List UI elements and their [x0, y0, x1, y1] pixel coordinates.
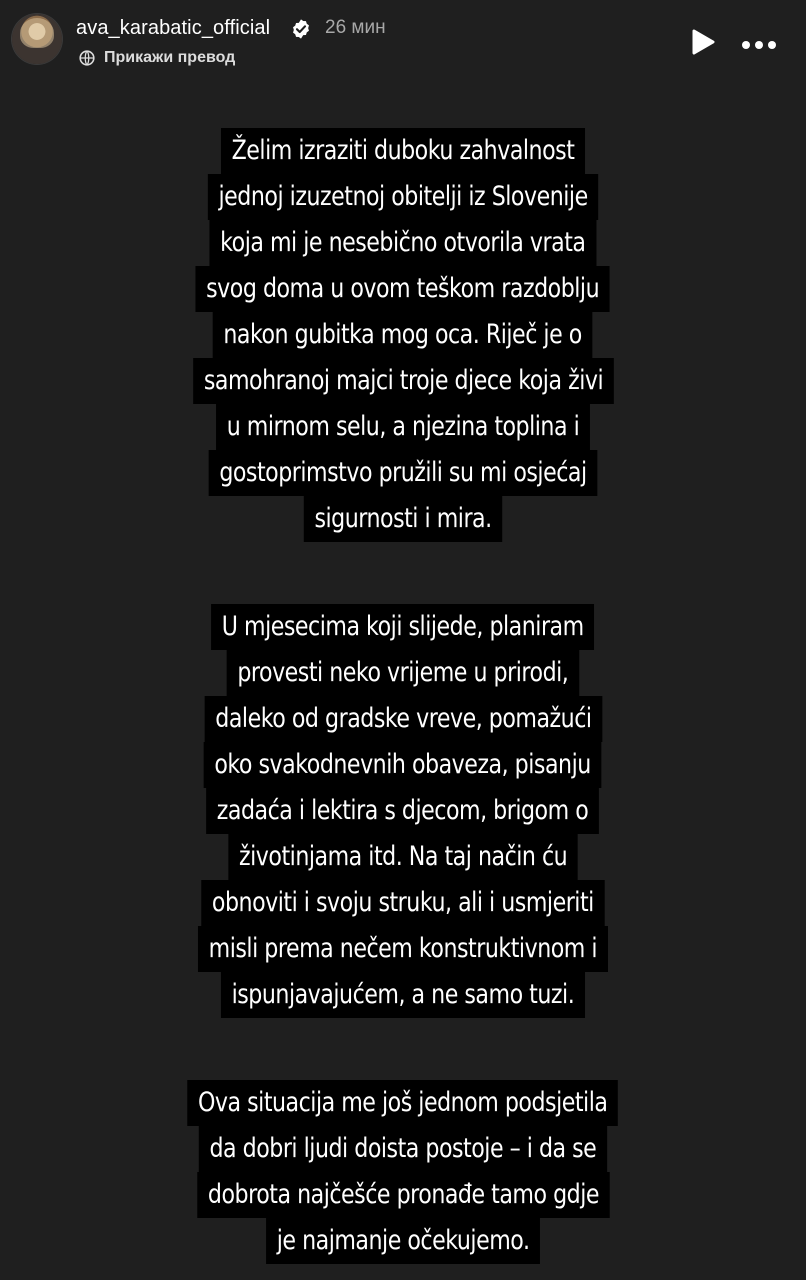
- text-line: U mjesecima koji slijede, planiram: [211, 604, 594, 650]
- text-line: Želim izraziti duboku zahvalnost: [221, 128, 585, 174]
- text-line: ispunjavajućem, a ne samo tuzi.: [221, 972, 585, 1018]
- paragraph-3: [0, 1080, 806, 1264]
- text-line: nakon gubitka mog oca. Riječ je o: [213, 312, 593, 358]
- text-line: koja mi je nesebično otvorila vrata: [210, 220, 597, 266]
- paragraph-1: [0, 128, 806, 542]
- text-line: jednoj izuzetnoj obitelji iz Slovenije: [208, 174, 598, 220]
- show-translation-link[interactable]: Прикажи превод: [104, 49, 236, 66]
- paragraph-2: [0, 604, 806, 1018]
- dot: [768, 41, 776, 49]
- text-line: dobrota najčešće pronađe tamo gdje: [197, 1172, 609, 1218]
- text-line: da dobri ljudi doista postoje – i da se: [199, 1126, 607, 1172]
- dot: [742, 41, 750, 49]
- dot: [755, 41, 763, 49]
- play-icon[interactable]: [690, 28, 716, 56]
- text-line: daleko od gradske vreve, pomažući: [204, 696, 602, 742]
- post-time: 26 мин: [325, 17, 386, 38]
- text-line: samohranoj majci troje djece koja živi: [193, 358, 614, 404]
- translate-icon[interactable]: [79, 50, 95, 66]
- avatar[interactable]: [12, 14, 62, 64]
- text-line: oko svakodnevnih obaveza, pisanju: [204, 742, 602, 788]
- text-line: zadaća i lektira s djecom, brigom o: [207, 788, 600, 834]
- text-line: provesti neko vrijeme u prirodi,: [227, 650, 579, 696]
- avatar-hair: [20, 18, 54, 48]
- text-line: je najmanje očekujemo.: [266, 1218, 540, 1264]
- text-line: Ova situacija me još jednom podsjetila: [188, 1080, 619, 1126]
- text-line: u mirnom selu, a njezina toplina i: [216, 404, 590, 450]
- text-line: svog doma u ovom teškom razdoblju: [196, 266, 610, 312]
- text-line: misli prema nečem konstruktivnom i: [198, 926, 608, 972]
- text-line: obnoviti i svoju struku, ali i usmjeriti: [201, 880, 604, 926]
- verified-badge-icon: [290, 18, 312, 40]
- text-line: životinjama itd. Na taj način ću: [228, 834, 578, 880]
- more-dots-icon[interactable]: [742, 36, 782, 48]
- text-line: gostoprimstvo pružili su mi osjećaj: [209, 450, 598, 496]
- username[interactable]: ava_karabatic_official: [76, 17, 271, 39]
- text-line: sigurnosti i mira.: [304, 496, 503, 542]
- story-header: [0, 0, 806, 80]
